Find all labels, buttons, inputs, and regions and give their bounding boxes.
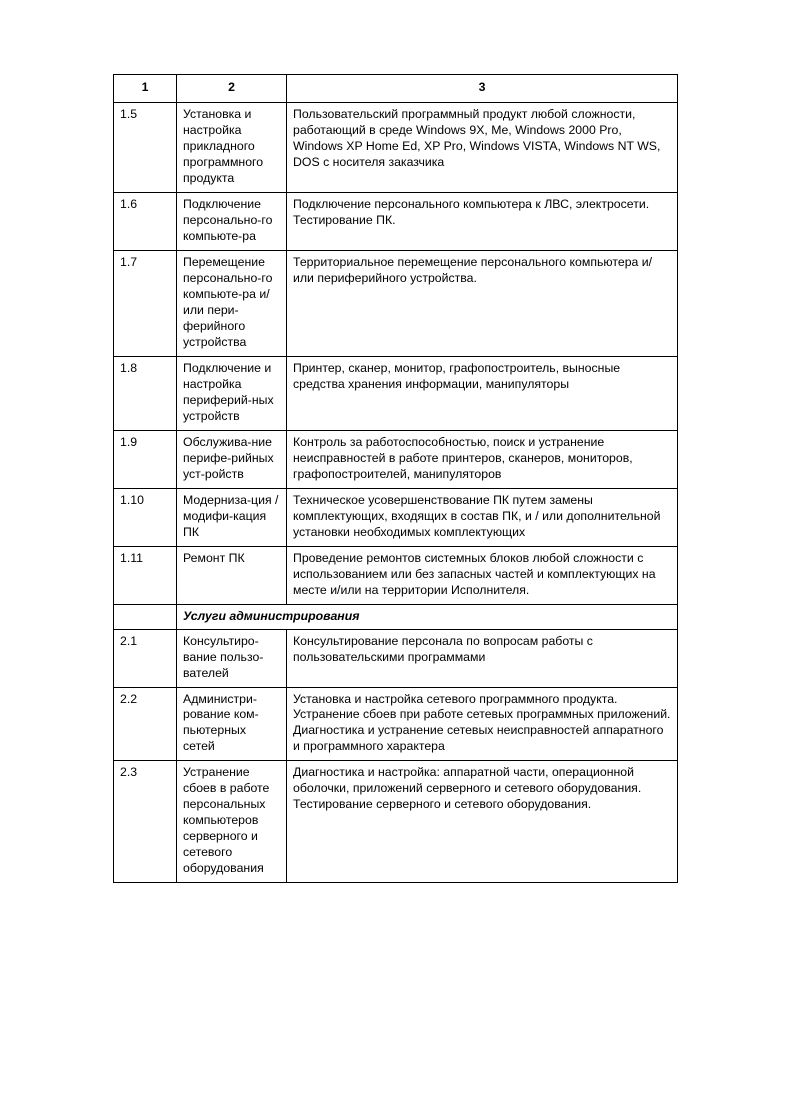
row-name: Обслужива-ние перифе-рийных уст-ройств	[177, 430, 287, 488]
row-name: Консультиро-вание пользо-вателей	[177, 629, 287, 687]
row-description: Проведение ремонтов системных блоков любой сложности с использованием или без запасных частей и комплектующих на месте и/или на территории Исполнителя.	[287, 546, 678, 604]
row-number	[114, 604, 177, 629]
row-description: Пользовательский программный продукт любой сложности, работающий в среде Windows 9X, Me, Windows 2000 Pro, Windows XP Home Ed, XP Pro, Windows VISTA, Windows NT WS, DOS с носителя заказчика	[287, 102, 678, 192]
row-name: Ремонт ПК	[177, 546, 287, 604]
section-row	[114, 604, 678, 629]
table-row	[114, 430, 678, 488]
section-title: Услуги администрирования	[177, 604, 678, 629]
table-row	[114, 629, 678, 687]
row-number: 1.11	[114, 546, 177, 604]
row-number: 2.2	[114, 687, 177, 761]
row-name: Подключение персонально-го компьюте-ра	[177, 192, 287, 250]
row-number: 1.10	[114, 488, 177, 546]
table-row	[114, 102, 678, 192]
row-name: Перемещение персонально-го компьюте-ра и/или пери-ферийного устройства	[177, 250, 287, 356]
row-description: Принтер, сканер, монитор, графопостроитель, выносные средства хранения информации, манипуляторы	[287, 356, 678, 430]
table-header-row	[114, 75, 678, 103]
table-row	[114, 488, 678, 546]
row-description: Техническое усовершенствование ПК путем замены комплектующих, входящих в состав ПК, и / или дополнительной установки необходимых комплектующих	[287, 488, 678, 546]
table-row	[114, 687, 678, 761]
table-row	[114, 546, 678, 604]
column-header-2: 2	[177, 75, 287, 103]
table-row	[114, 356, 678, 430]
table-row	[114, 250, 678, 356]
table-row	[114, 192, 678, 250]
row-number: 1.8	[114, 356, 177, 430]
row-number: 1.7	[114, 250, 177, 356]
row-number: 1.5	[114, 102, 177, 192]
row-name: Устранение сбоев в работе персональных компьютеров серверного и сетевого оборудования	[177, 761, 287, 883]
column-header-1: 1	[114, 75, 177, 103]
row-number: 1.6	[114, 192, 177, 250]
row-description: Установка и настройка сетевого программного продукта. Устранение сбоев при работе сетевых программных приложений. Диагностика и устранение сетевых неисправностей аппаратного и программного характера	[287, 687, 678, 761]
row-name: Установка и настройка прикладного программного продукта	[177, 102, 287, 192]
row-description: Контроль за работоспособностью, поиск и устранение неисправностей в работе принтеров, сканеров, мониторов, графопостроителей, манипуляторов	[287, 430, 678, 488]
row-number: 2.3	[114, 761, 177, 883]
row-description: Консультирование персонала по вопросам работы с пользовательскими программами	[287, 629, 678, 687]
row-description: Диагностика и настройка: аппаратной части, операционной оболочки, приложений серверного и сетевого оборудования. Тестирование серверного и сетевого оборудования.	[287, 761, 678, 883]
row-name: Подключение и настройка периферий-ных устройств	[177, 356, 287, 430]
table-row	[114, 761, 678, 883]
column-header-3: 3	[287, 75, 678, 103]
row-name: Модерниза-ция / модифи-кация ПК	[177, 488, 287, 546]
row-description: Территориальное перемещение персонального компьютера и/или периферийного устройства.	[287, 250, 678, 356]
services-table	[113, 74, 678, 883]
row-name: Администри-рование ком-пьютерных сетей	[177, 687, 287, 761]
row-number: 1.9	[114, 430, 177, 488]
row-number: 2.1	[114, 629, 177, 687]
row-description: Подключение персонального компьютера к ЛВС, электросети. Тестирование ПК.	[287, 192, 678, 250]
